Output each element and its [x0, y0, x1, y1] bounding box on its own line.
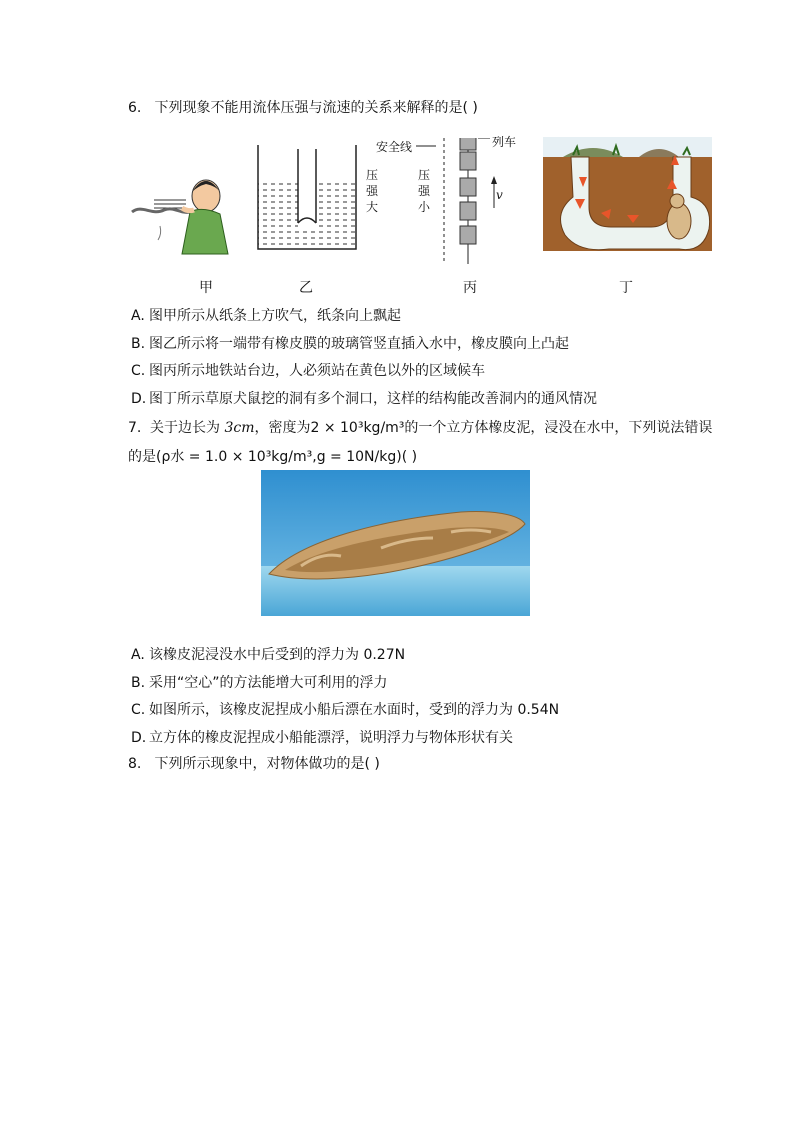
question-6 — [128, 97, 478, 117]
question-stem: 下列现象不能用流体压强与流速的关系来解释的是( ) — [154, 100, 478, 116]
option-label: C. — [131, 702, 146, 718]
caption-ding: 丁 — [619, 280, 633, 296]
question-7 — [128, 417, 712, 437]
question-unit: 3cm — [224, 420, 255, 436]
prairie-dog-icon — [667, 203, 691, 239]
question-stem: 下列所示现象中，对物体做功的是( ) — [154, 756, 380, 772]
question-number: 7. — [128, 420, 142, 436]
option-label: A. — [131, 647, 145, 663]
pressure-large-label: 压强大 — [366, 168, 379, 214]
clay-boat-photo — [261, 470, 530, 616]
train-label: 列车 — [492, 135, 517, 149]
caption-yi: 乙 — [299, 280, 313, 296]
question-number: 6. — [128, 100, 142, 116]
question-number: 8. — [128, 756, 142, 772]
velocity-label: v — [496, 188, 503, 202]
option-label: C. — [131, 363, 146, 379]
q7-option-d — [131, 727, 513, 747]
option-text: 该橡皮泥浸没水中后受到的浮力为 0.27N — [149, 647, 406, 663]
q7-option-a — [131, 644, 405, 664]
q7-option-c — [131, 699, 559, 719]
option-label: B. — [131, 675, 146, 691]
option-label: A. — [131, 308, 145, 324]
question-stem-part2: ，密度为2 × 10³kg/m³的一个立方体橡皮泥，浸没在水中，下列说法错误 — [254, 420, 713, 436]
option-label: D. — [131, 730, 147, 746]
question-8 — [128, 753, 380, 773]
option-label: B. — [131, 336, 146, 352]
q6-option-b — [131, 333, 569, 353]
q6-option-a — [131, 305, 401, 325]
figure-jia-boy-blowing — [130, 170, 240, 258]
q7-option-b — [131, 672, 388, 692]
pressure-small-label: 压强小 — [418, 168, 431, 214]
safety-line-label: 安全线 — [376, 140, 413, 154]
option-text: 图甲所示从纸条上方吹气，纸条向上飘起 — [149, 308, 401, 324]
figure-bing-platform — [416, 138, 526, 266]
question-stem-part1: 关于边长为 — [150, 420, 225, 436]
figure-yi-tube-in-water — [254, 145, 360, 255]
option-text: 立方体的橡皮泥捏成小船能漂浮，说明浮力与物体形状有关 — [149, 730, 513, 746]
option-text: 如图所示，该橡皮泥捏成小船后漂在水面时，受到的浮力为 0.54N — [149, 702, 560, 718]
caption-jia: 甲 — [199, 280, 213, 296]
option-text: 图丙所示地铁站台边，人必须站在黄色以外的区域候车 — [149, 363, 485, 379]
question-7-line2: 的是(ρ水 = 1.0 × 10³kg/m³,g = 10N/kg)( ) — [128, 449, 418, 465]
caption-bing: 丙 — [463, 280, 477, 296]
option-text: 图乙所示将一端带有橡皮膜的玻璃管竖直插入水中，橡皮膜向上凸起 — [149, 336, 569, 352]
option-label: D. — [131, 391, 147, 407]
q6-option-d — [131, 388, 597, 408]
figure-ding-burrow — [543, 137, 712, 251]
option-text: 采用“空心”的方法能增大可利用的浮力 — [149, 675, 388, 691]
option-text: 图丁所示草原犬鼠挖的洞有多个洞口，这样的结构能改善洞内的通风情况 — [149, 391, 597, 407]
q6-option-c — [131, 360, 485, 380]
